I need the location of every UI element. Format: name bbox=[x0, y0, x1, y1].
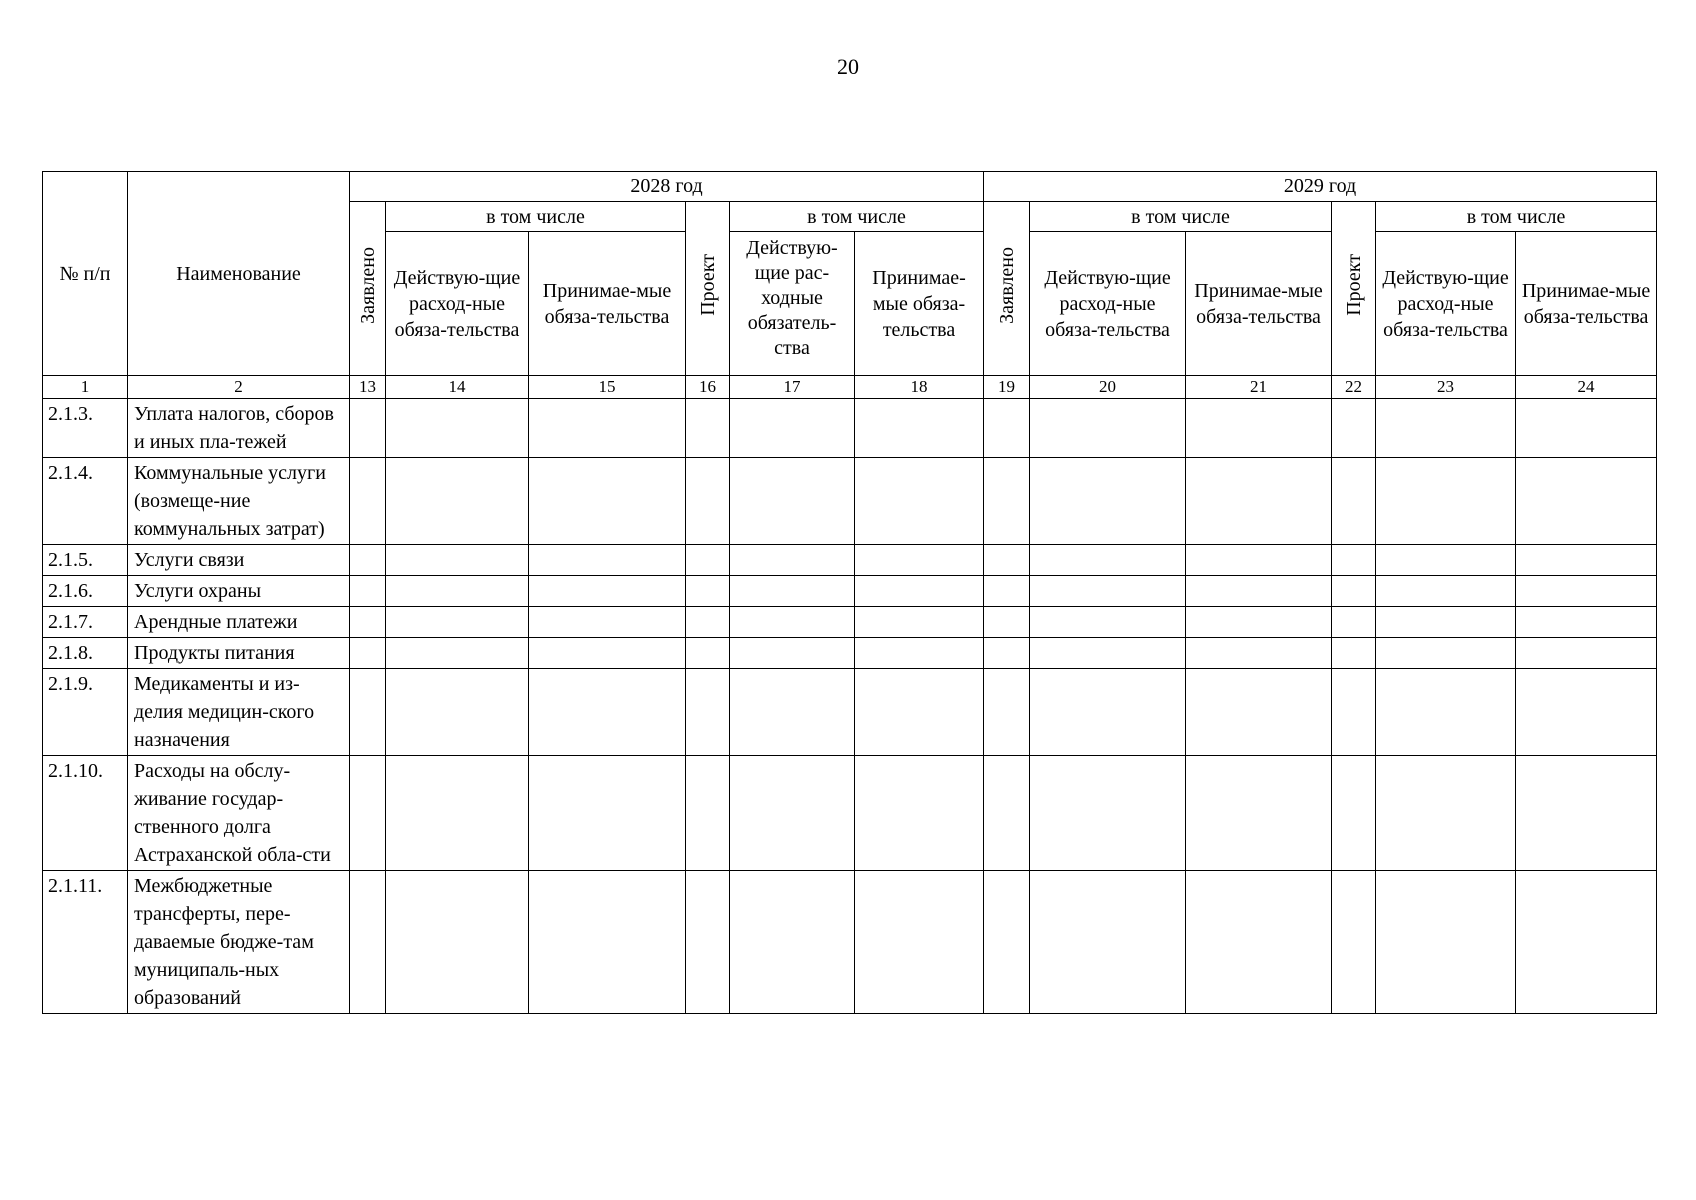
value-cell bbox=[984, 669, 1030, 756]
value-cell bbox=[686, 669, 730, 756]
value-cell bbox=[1376, 871, 1516, 1014]
value-cell bbox=[386, 607, 529, 638]
value-cell bbox=[1516, 638, 1657, 669]
value-cell bbox=[855, 607, 984, 638]
value-cell bbox=[1186, 458, 1332, 545]
header-project-2029: Проект bbox=[1332, 202, 1376, 376]
row-name: Продукты питания bbox=[128, 638, 350, 669]
header-accepted-2028-b: Принимае-мые обяза-тельства bbox=[855, 232, 984, 376]
value-cell bbox=[386, 669, 529, 756]
header-name: Наименование bbox=[128, 172, 350, 376]
value-cell bbox=[1030, 871, 1186, 1014]
value-cell bbox=[1332, 399, 1376, 458]
column-number: 21 bbox=[1186, 376, 1332, 399]
table-row bbox=[43, 576, 1657, 607]
row-code: 2.1.10. bbox=[43, 756, 128, 871]
value-cell bbox=[686, 871, 730, 1014]
value-cell bbox=[730, 576, 855, 607]
value-cell bbox=[1030, 545, 1186, 576]
header-declared-2028: Заявлено bbox=[350, 202, 386, 376]
column-number: 14 bbox=[386, 376, 529, 399]
value-cell bbox=[529, 576, 686, 607]
value-cell bbox=[529, 756, 686, 871]
value-cell bbox=[350, 545, 386, 576]
value-cell bbox=[529, 545, 686, 576]
value-cell bbox=[984, 607, 1030, 638]
value-cell bbox=[1376, 607, 1516, 638]
value-cell bbox=[350, 607, 386, 638]
value-cell bbox=[386, 576, 529, 607]
value-cell bbox=[1516, 669, 1657, 756]
value-cell bbox=[1030, 458, 1186, 545]
header-accepted-2029-b: Принимае-мые обяза-тельства bbox=[1516, 232, 1657, 376]
column-number: 2 bbox=[128, 376, 350, 399]
row-name: Расходы на обслу-живание государ-ственного долга Астраханской обла-сти bbox=[128, 756, 350, 871]
table-row bbox=[43, 871, 1657, 1014]
value-cell bbox=[1186, 871, 1332, 1014]
table-row bbox=[43, 545, 1657, 576]
value-cell bbox=[984, 576, 1030, 607]
value-cell bbox=[984, 399, 1030, 458]
value-cell bbox=[386, 458, 529, 545]
value-cell bbox=[529, 458, 686, 545]
value-cell bbox=[1186, 607, 1332, 638]
value-cell bbox=[686, 399, 730, 458]
table-row bbox=[43, 399, 1657, 458]
value-cell bbox=[1030, 669, 1186, 756]
column-number: 18 bbox=[855, 376, 984, 399]
value-cell bbox=[855, 669, 984, 756]
header-declared-2029: Заявлено bbox=[984, 202, 1030, 376]
row-name: Услуги охраны bbox=[128, 576, 350, 607]
value-cell bbox=[984, 545, 1030, 576]
value-cell bbox=[1332, 576, 1376, 607]
value-cell bbox=[1516, 607, 1657, 638]
value-cell bbox=[386, 399, 529, 458]
value-cell bbox=[1516, 756, 1657, 871]
table-row bbox=[43, 756, 1657, 871]
value-cell bbox=[1186, 756, 1332, 871]
row-name: Межбюджетные трансферты, пере-даваемые бюдже-там муниципаль-ных образований bbox=[128, 871, 350, 1014]
value-cell bbox=[529, 871, 686, 1014]
value-cell bbox=[1186, 669, 1332, 756]
row-name: Арендные платежи bbox=[128, 607, 350, 638]
value-cell bbox=[855, 545, 984, 576]
column-number: 17 bbox=[730, 376, 855, 399]
value-cell bbox=[1332, 638, 1376, 669]
header-year-2029: 2029 год bbox=[984, 172, 1657, 202]
column-number: 1 bbox=[43, 376, 128, 399]
header-existing-2028-b: Действую-щие рас-ходные обязатель-ства bbox=[730, 232, 855, 376]
header-existing-2028-a: Действую-щие расход-ные обяза-тельства bbox=[386, 232, 529, 376]
value-cell bbox=[1516, 545, 1657, 576]
value-cell bbox=[1030, 607, 1186, 638]
value-cell bbox=[386, 756, 529, 871]
header-accepted-2029-a: Принимае-мые обяза-тельства bbox=[1186, 232, 1332, 376]
value-cell bbox=[1516, 871, 1657, 1014]
value-cell bbox=[855, 458, 984, 545]
header-existing-2029-a: Действую-щие расход-ные обяза-тельства bbox=[1030, 232, 1186, 376]
value-cell bbox=[529, 399, 686, 458]
value-cell bbox=[730, 669, 855, 756]
value-cell bbox=[529, 607, 686, 638]
value-cell bbox=[730, 638, 855, 669]
value-cell bbox=[1030, 576, 1186, 607]
value-cell bbox=[730, 399, 855, 458]
value-cell bbox=[730, 545, 855, 576]
column-number: 20 bbox=[1030, 376, 1186, 399]
header-including-declared-2028: в том числе bbox=[386, 202, 686, 232]
value-cell bbox=[1030, 756, 1186, 871]
header-including-project-2029: в том числе bbox=[1376, 202, 1657, 232]
header-project-2028: Проект bbox=[686, 202, 730, 376]
value-cell bbox=[350, 638, 386, 669]
value-cell bbox=[730, 871, 855, 1014]
value-cell bbox=[1516, 458, 1657, 545]
value-cell bbox=[1376, 576, 1516, 607]
value-cell bbox=[855, 871, 984, 1014]
row-name: Уплата налогов, сборов и иных пла-тежей bbox=[128, 399, 350, 458]
value-cell bbox=[1186, 638, 1332, 669]
value-cell bbox=[855, 399, 984, 458]
column-number: 22 bbox=[1332, 376, 1376, 399]
header-including-declared-2029: в том числе bbox=[1030, 202, 1332, 232]
column-number: 24 bbox=[1516, 376, 1657, 399]
value-cell bbox=[1332, 607, 1376, 638]
value-cell bbox=[1376, 638, 1516, 669]
column-number: 13 bbox=[350, 376, 386, 399]
table-row bbox=[43, 458, 1657, 545]
value-cell bbox=[1376, 756, 1516, 871]
header-year-2028: 2028 год bbox=[350, 172, 984, 202]
value-cell bbox=[350, 669, 386, 756]
value-cell bbox=[1376, 545, 1516, 576]
value-cell bbox=[1030, 399, 1186, 458]
table-row bbox=[43, 638, 1657, 669]
column-number: 16 bbox=[686, 376, 730, 399]
value-cell bbox=[1332, 458, 1376, 545]
row-name: Коммунальные услуги (возмеще-ние коммунальных затрат) bbox=[128, 458, 350, 545]
column-number: 15 bbox=[529, 376, 686, 399]
header-including-project-2028: в том числе bbox=[730, 202, 984, 232]
value-cell bbox=[855, 756, 984, 871]
value-cell bbox=[386, 545, 529, 576]
budget-table bbox=[42, 171, 1657, 1014]
value-cell bbox=[1332, 545, 1376, 576]
value-cell bbox=[529, 638, 686, 669]
table-body bbox=[43, 399, 1657, 1014]
value-cell bbox=[1516, 399, 1657, 458]
row-code: 2.1.3. bbox=[43, 399, 128, 458]
value-cell bbox=[855, 576, 984, 607]
value-cell bbox=[386, 638, 529, 669]
value-cell bbox=[1186, 545, 1332, 576]
value-cell bbox=[1186, 576, 1332, 607]
value-cell bbox=[855, 638, 984, 669]
row-name: Медикаменты и из-делия медицин-ского назначения bbox=[128, 669, 350, 756]
value-cell bbox=[686, 607, 730, 638]
row-code: 2.1.9. bbox=[43, 669, 128, 756]
value-cell bbox=[984, 638, 1030, 669]
header-accepted-2028-a: Принимае-мые обяза-тельства bbox=[529, 232, 686, 376]
value-cell bbox=[686, 756, 730, 871]
page-number: 20 bbox=[837, 54, 859, 79]
value-cell bbox=[350, 871, 386, 1014]
value-cell bbox=[984, 458, 1030, 545]
row-code: 2.1.4. bbox=[43, 458, 128, 545]
value-cell bbox=[1376, 458, 1516, 545]
value-cell bbox=[1332, 756, 1376, 871]
table-row bbox=[43, 669, 1657, 756]
value-cell bbox=[529, 669, 686, 756]
header-no: № п/п bbox=[43, 172, 128, 376]
row-code: 2.1.7. bbox=[43, 607, 128, 638]
row-code: 2.1.11. bbox=[43, 871, 128, 1014]
column-number-row bbox=[43, 376, 1657, 399]
value-cell bbox=[730, 607, 855, 638]
column-number: 19 bbox=[984, 376, 1030, 399]
column-number: 23 bbox=[1376, 376, 1516, 399]
value-cell bbox=[1186, 399, 1332, 458]
value-cell bbox=[686, 576, 730, 607]
row-code: 2.1.6. bbox=[43, 576, 128, 607]
value-cell bbox=[984, 871, 1030, 1014]
value-cell bbox=[730, 756, 855, 871]
row-code: 2.1.8. bbox=[43, 638, 128, 669]
value-cell bbox=[686, 545, 730, 576]
value-cell bbox=[350, 458, 386, 545]
table-row bbox=[43, 607, 1657, 638]
value-cell bbox=[686, 458, 730, 545]
header-row-years bbox=[43, 172, 1657, 202]
header-existing-2029-b: Действую-щие расход-ные обяза-тельства bbox=[1376, 232, 1516, 376]
value-cell bbox=[1030, 638, 1186, 669]
value-cell bbox=[350, 756, 386, 871]
value-cell bbox=[1376, 669, 1516, 756]
value-cell bbox=[730, 458, 855, 545]
value-cell bbox=[686, 638, 730, 669]
value-cell bbox=[350, 399, 386, 458]
value-cell bbox=[984, 756, 1030, 871]
value-cell bbox=[1376, 399, 1516, 458]
value-cell bbox=[1332, 871, 1376, 1014]
value-cell bbox=[350, 576, 386, 607]
row-code: 2.1.5. bbox=[43, 545, 128, 576]
row-name: Услуги связи bbox=[128, 545, 350, 576]
value-cell bbox=[1332, 669, 1376, 756]
value-cell bbox=[386, 871, 529, 1014]
value-cell bbox=[1516, 576, 1657, 607]
